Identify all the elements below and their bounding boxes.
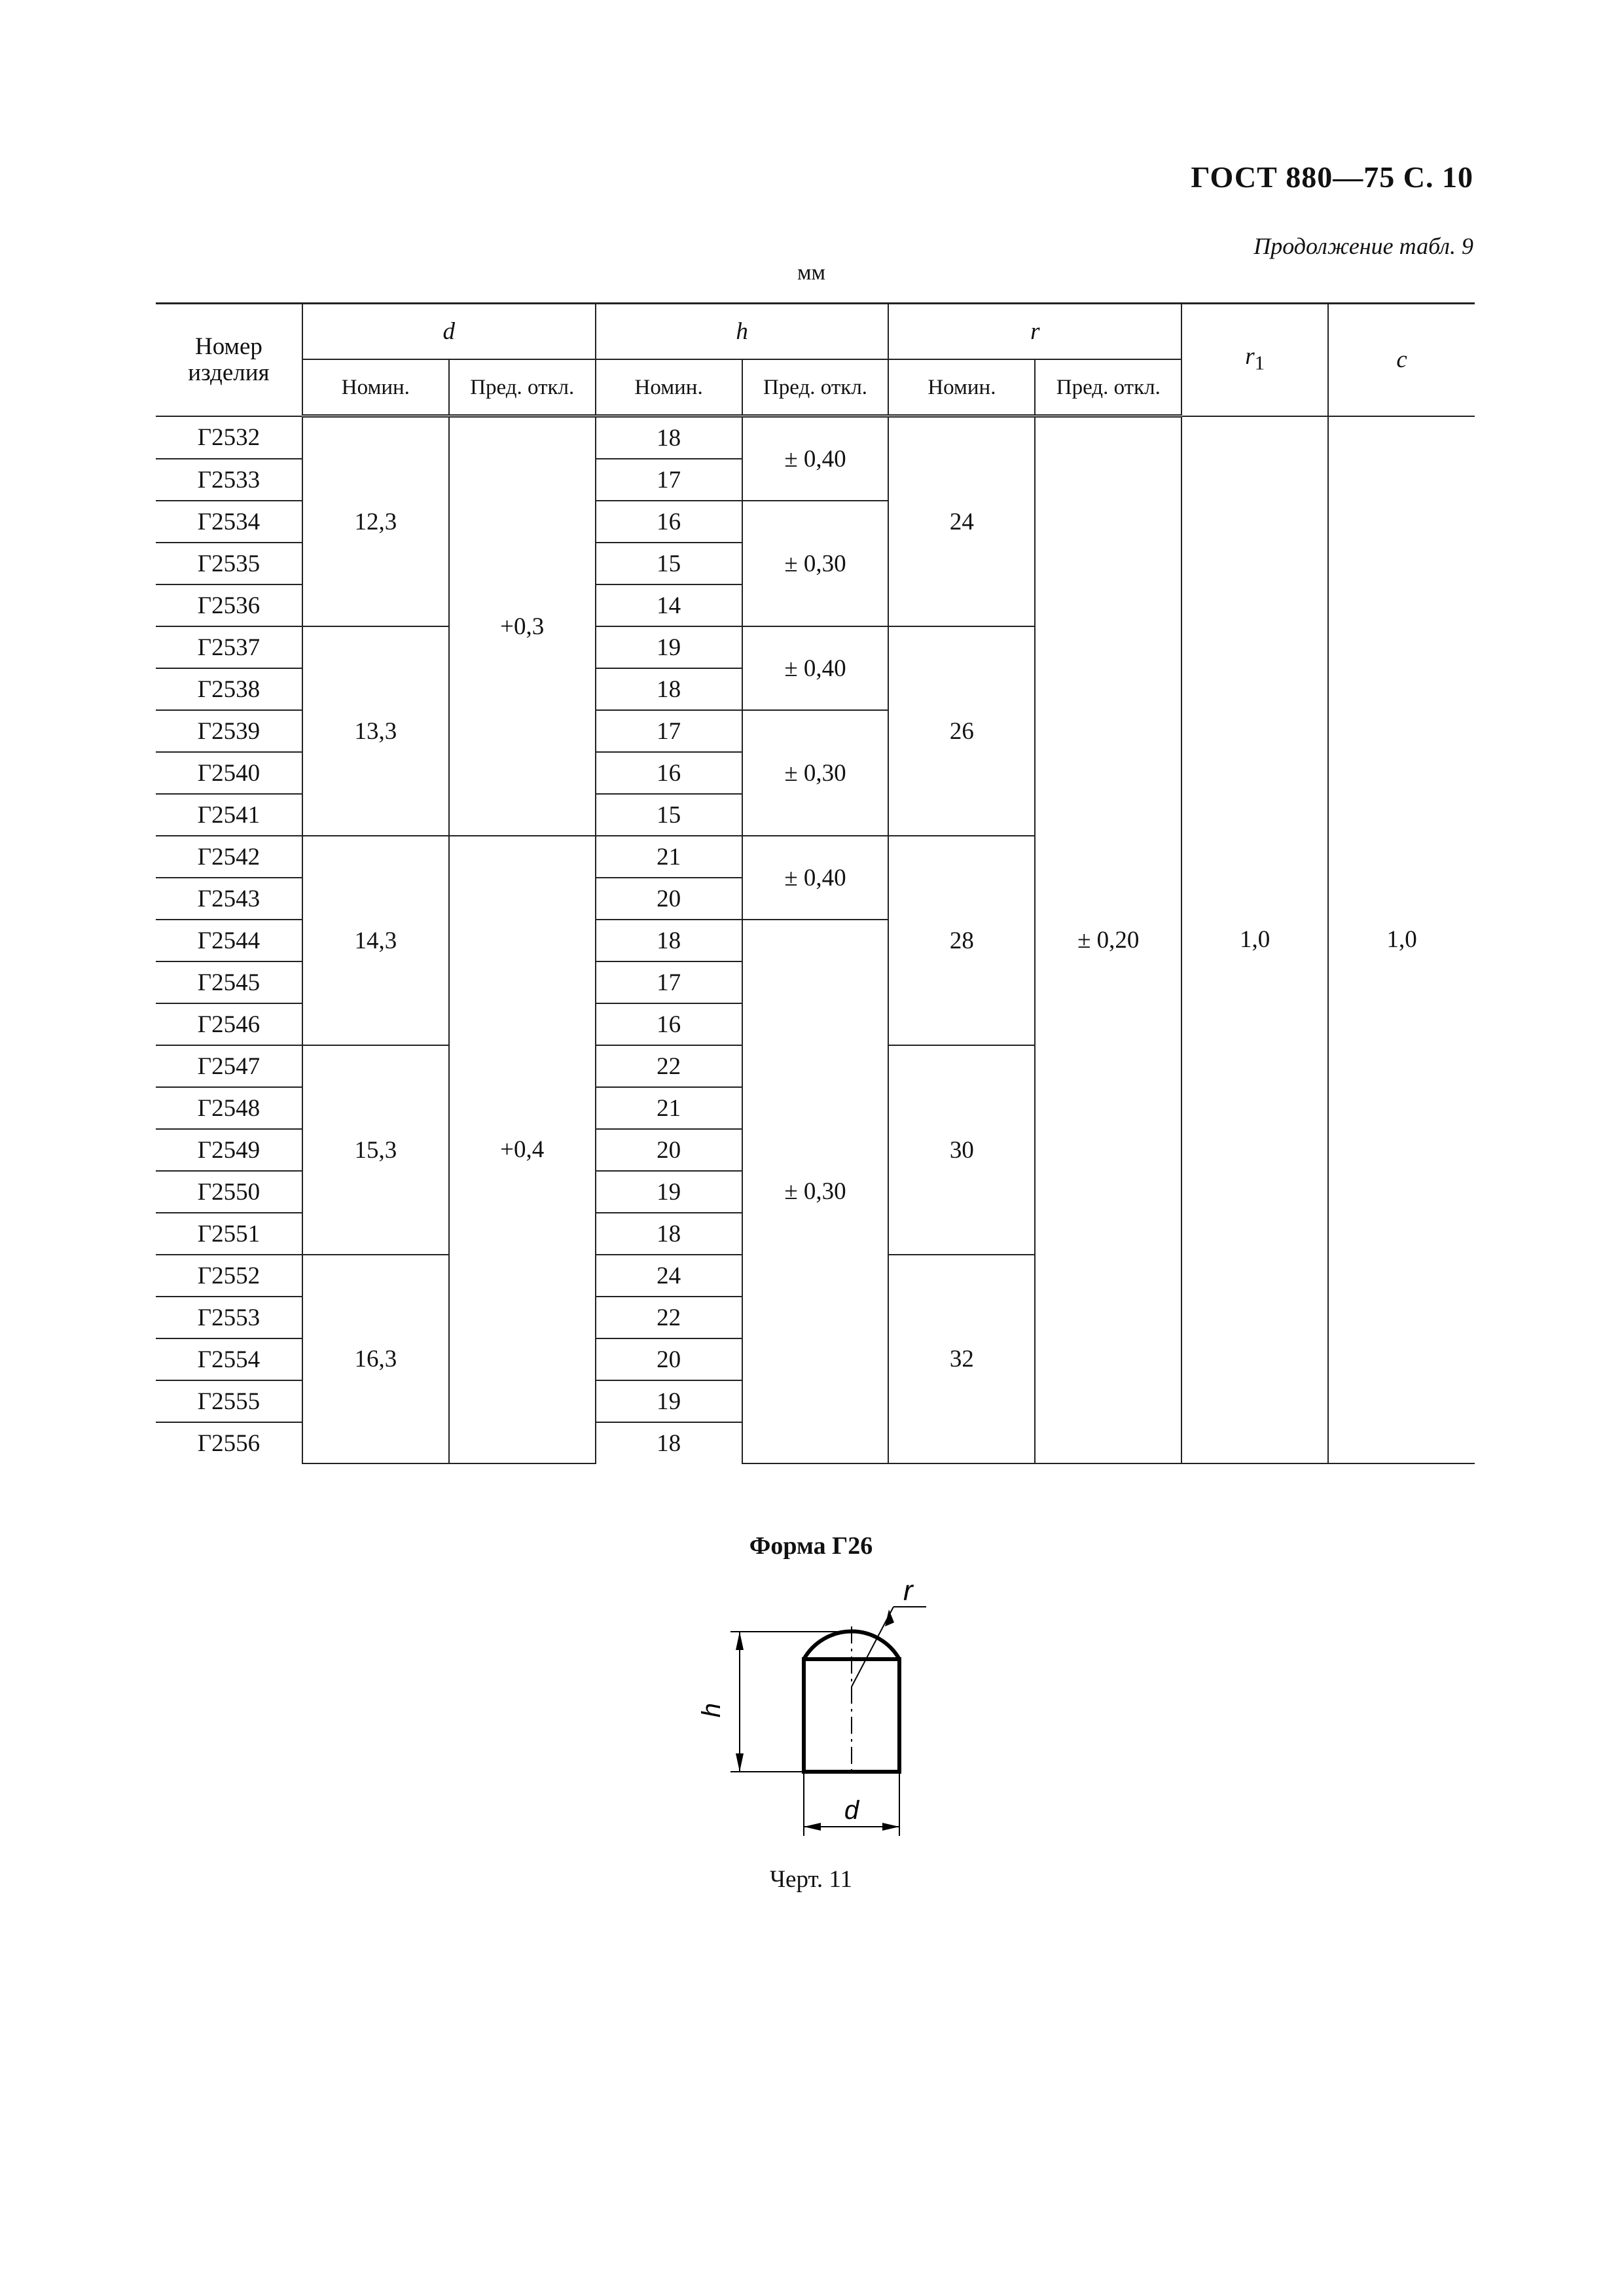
d-arrow-right-icon [882,1823,899,1831]
h-nominal: 21 [596,836,742,878]
h-tolerance: ± 0,30 [742,920,889,1463]
product-number: Г2549 [156,1129,302,1171]
h-nominal: 15 [596,794,742,836]
d-nominal: 13,3 [302,626,449,836]
header-d-tolerance: Пред. откл. [449,359,596,416]
h-nominal: 17 [596,459,742,501]
header-h-tolerance: Пред. откл. [742,359,889,416]
h-tolerance: ± 0,40 [742,416,889,501]
r1-value: 1,0 [1181,416,1328,1464]
product-number: Г2548 [156,1087,302,1129]
h-tolerance: ± 0,40 [742,626,889,710]
r-nominal: 28 [888,836,1035,1045]
h-nominal: 19 [596,1380,742,1422]
product-number: Г2540 [156,752,302,794]
h-nominal: 22 [596,1297,742,1338]
h-nominal: 18 [596,416,742,459]
product-number: Г2556 [156,1422,302,1463]
h-nominal: 18 [596,1422,742,1463]
h-nominal: 14 [596,584,742,626]
header-r-nominal: Номин. [888,359,1035,416]
h-nominal: 18 [596,920,742,961]
h-nominal: 22 [596,1045,742,1087]
h-nominal: 20 [596,1338,742,1380]
h-nominal: 21 [596,1087,742,1129]
product-number: Г2555 [156,1380,302,1422]
product-number: Г2547 [156,1045,302,1087]
d-nominal: 14,3 [302,836,449,1045]
h-nominal: 19 [596,1171,742,1213]
product-number: Г2537 [156,626,302,668]
product-number: Г2544 [156,920,302,961]
h-nominal: 15 [596,543,742,584]
header-d-nominal: Номин. [302,359,449,416]
h-nominal: 18 [596,1213,742,1255]
r-tolerance: ± 0,20 [1035,416,1181,1464]
h-arrow-bottom-icon [736,1753,744,1772]
product-number: Г2533 [156,459,302,501]
product-number: Г2539 [156,710,302,752]
h-nominal: 24 [596,1255,742,1297]
h-tolerance: ± 0,40 [742,836,889,920]
header-r-tolerance: Пред. откл. [1035,359,1181,416]
header-r1: $r_1$ [1181,304,1328,416]
h-nominal: 16 [596,1003,742,1045]
r-nominal: 24 [888,416,1035,627]
d-tolerance: +0,3 [449,416,596,836]
product-number: Г2534 [156,501,302,543]
d-nominal: 16,3 [302,1255,449,1463]
h-tolerance: ± 0,30 [742,501,889,626]
h-nominal: 19 [596,626,742,668]
units-label: мм [797,260,826,285]
h-nominal: 20 [596,1129,742,1171]
c-value: 1,0 [1328,416,1475,1464]
d-tolerance: +0,4 [449,836,596,1463]
h-nominal: 17 [596,710,742,752]
table-row [156,416,1475,459]
d-nominal: 12,3 [302,416,449,627]
form-g26-drawing [694,1561,943,1849]
product-number: Г2542 [156,836,302,878]
product-number: Г2546 [156,1003,302,1045]
header-r: r [888,304,1181,360]
product-number: Г2553 [156,1297,302,1338]
header-c: c [1328,304,1475,416]
product-number: Г2538 [156,668,302,710]
h-nominal: 20 [596,878,742,920]
product-number: Г2552 [156,1255,302,1297]
h-arrow-top-icon [736,1632,744,1650]
product-number: Г2554 [156,1338,302,1380]
product-number: Г2543 [156,878,302,920]
r-nominal: 32 [888,1255,1035,1463]
radius-arrow-icon [885,1609,894,1626]
r-nominal: 26 [888,626,1035,836]
header-product-number: Номер изделия [156,304,302,416]
product-number: Г2532 [156,416,302,459]
header-h: h [596,304,889,360]
h-nominal: 17 [596,961,742,1003]
table-continuation-note: Продолжение табл. 9 [1253,233,1473,259]
h-nominal: 18 [596,668,742,710]
h-tolerance: ± 0,30 [742,710,889,836]
product-number: Г2536 [156,584,302,626]
d-arrow-left-icon [804,1823,821,1831]
label-d: d [844,1796,859,1825]
dimensions-table [156,302,1475,1464]
page-header: ГОСТ 880—75 С. 10 [1191,160,1473,194]
form-title: Форма Г26 [749,1532,873,1560]
header-h-nominal: Номин. [596,359,742,416]
product-number: Г2545 [156,961,302,1003]
product-number: Г2535 [156,543,302,584]
h-nominal: 16 [596,752,742,794]
product-number: Г2551 [156,1213,302,1255]
label-r: r [903,1575,913,1607]
d-nominal: 15,3 [302,1045,449,1255]
r-nominal: 30 [888,1045,1035,1255]
product-number: Г2541 [156,794,302,836]
header-d: d [302,304,596,360]
h-nominal: 16 [596,501,742,543]
figure-caption: Черт. 11 [770,1866,852,1893]
product-number: Г2550 [156,1171,302,1213]
label-h: h [697,1702,726,1718]
